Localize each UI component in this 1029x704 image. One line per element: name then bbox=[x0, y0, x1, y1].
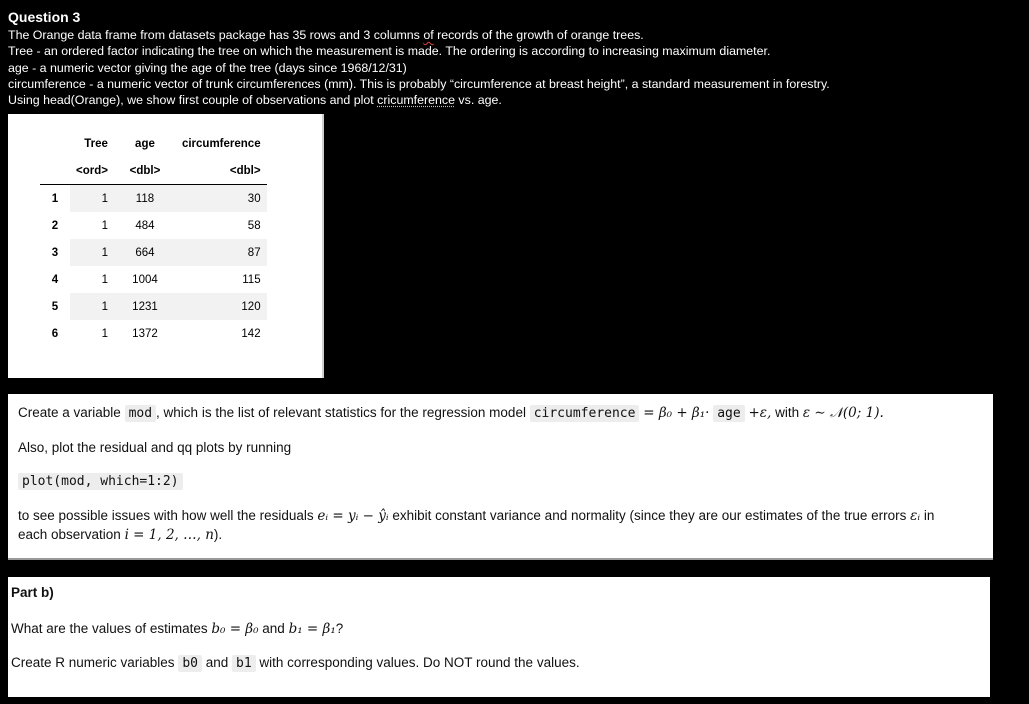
dataframe-output-panel bbox=[8, 114, 324, 378]
description-line-3: age - a numeric vector giving the age of the tree (days since 1968/12/31) bbox=[8, 60, 407, 75]
math-b1: b₁ = β₁ bbox=[288, 621, 336, 637]
instruction-line-1 bbox=[18, 405, 884, 421]
row-number: 4 bbox=[51, 273, 59, 286]
text: What are the values of estimates bbox=[11, 621, 212, 636]
row-number: 2 bbox=[51, 219, 59, 232]
math-model-2: +ε, bbox=[748, 405, 772, 421]
cell-tree: 1 bbox=[101, 327, 108, 340]
text: ). bbox=[213, 527, 223, 542]
code-b0: b0 bbox=[178, 655, 202, 672]
desc-1b: records of the growth of orange trees. bbox=[433, 28, 644, 42]
cell-age: 1231 bbox=[114, 293, 176, 320]
instruction-line-2: Also, plot the residual and qq plots by running bbox=[18, 440, 292, 455]
row-number: 1 bbox=[40, 185, 70, 213]
cell-circumference: 120 bbox=[176, 293, 267, 320]
corner-cell bbox=[40, 157, 70, 185]
text: each observation bbox=[18, 527, 125, 542]
cell-tree: 1 bbox=[70, 185, 114, 213]
table-row bbox=[40, 320, 267, 347]
code-circumference: circumference bbox=[530, 405, 640, 422]
text: with corresponding values. Do NOT round the values. bbox=[255, 655, 580, 670]
table-row bbox=[40, 185, 267, 213]
text: , which is the list of relevant statistics for the regression model bbox=[156, 405, 530, 420]
orange-dataframe-table bbox=[40, 130, 267, 347]
math-b0: b₀ = β₀ bbox=[211, 621, 259, 637]
cell-tree: 1 bbox=[101, 273, 108, 286]
text: with bbox=[771, 405, 803, 420]
col-type-age: <dbl> bbox=[114, 157, 176, 185]
corner-cell bbox=[40, 130, 70, 157]
code-block-line bbox=[18, 473, 183, 489]
spellcheck-word-of[interactable]: of bbox=[423, 28, 434, 42]
col-header-age: age bbox=[135, 137, 155, 150]
question-title: Question 3 bbox=[8, 9, 81, 25]
math-residual: eᵢ = yᵢ − ŷᵢ bbox=[317, 508, 389, 524]
cell-age: 1004 bbox=[132, 273, 158, 286]
text: and bbox=[201, 655, 233, 670]
row-number: 3 bbox=[40, 239, 70, 266]
math-error-dist: ε ∼ 𝒩(0; 1). bbox=[802, 405, 884, 421]
cell-age: 484 bbox=[135, 219, 155, 232]
text: exhibit constant variance and normality (since they are our estimates of the true errors bbox=[388, 508, 911, 523]
col-type-circumference: <dbl> bbox=[176, 157, 267, 185]
description-line-4: circumference - a numeric vector of trunk circumferences (mm). This is probably “circumference at breast height”, a standard measurement in forestry. bbox=[8, 76, 830, 91]
instruction-line-3 bbox=[18, 508, 934, 524]
part-b-instruction bbox=[11, 655, 580, 671]
table-row bbox=[40, 266, 267, 293]
table-row bbox=[40, 239, 267, 266]
desc-5a: Using head(Orange), we show first couple of observations and plot bbox=[8, 93, 378, 108]
cell-age: 1372 bbox=[132, 327, 158, 340]
row-number: 5 bbox=[40, 293, 70, 320]
text: in bbox=[920, 508, 935, 523]
cell-circumference: 115 bbox=[242, 273, 261, 286]
math-model-1: = β₀ + β₁· bbox=[643, 405, 710, 421]
part-b-title: Part b) bbox=[11, 585, 54, 600]
code-block-plot: plot(mod, which=1:2) bbox=[18, 473, 183, 490]
row-number: 6 bbox=[51, 327, 59, 340]
description-line-2: Tree - an ordered factor indicating the tree on which the measurement is made. The ordering is according to increasing maximum diameter. bbox=[8, 44, 771, 59]
cell-tree: 1 bbox=[70, 293, 114, 320]
table-row bbox=[40, 293, 267, 320]
spellcheck-word-cricumference[interactable]: cricumference bbox=[377, 93, 455, 108]
cell-tree: 1 bbox=[70, 239, 114, 266]
text: ? bbox=[335, 621, 344, 636]
code-b1: b1 bbox=[232, 655, 256, 672]
cell-tree: 1 bbox=[101, 219, 108, 232]
cell-circumference: 87 bbox=[176, 239, 267, 266]
col-header-circumference: circumference bbox=[181, 137, 261, 150]
col-header-tree: Tree bbox=[84, 137, 108, 150]
description-line-1 bbox=[8, 27, 1018, 43]
desc-1a: The Orange data frame from datasets package has 35 rows and 3 columns bbox=[8, 28, 424, 42]
part-b-question bbox=[11, 621, 343, 637]
part-b-panel bbox=[8, 577, 990, 697]
math-true-error: εᵢ bbox=[910, 508, 921, 524]
col-type-tree: <ord> bbox=[70, 157, 114, 185]
instruction-line-4 bbox=[18, 527, 222, 543]
text: Create a variable bbox=[18, 405, 125, 420]
table-type-row bbox=[40, 157, 267, 185]
desc-5b: vs. age. bbox=[454, 93, 502, 108]
table-header-row bbox=[40, 130, 267, 157]
code-mod: mod bbox=[125, 405, 156, 422]
cell-circumference: 30 bbox=[176, 185, 267, 213]
description-line-5 bbox=[8, 92, 1018, 108]
cell-circumference: 58 bbox=[247, 219, 261, 232]
text: Create R numeric variables bbox=[11, 655, 179, 670]
cell-age: 118 bbox=[114, 185, 176, 213]
table-row bbox=[40, 212, 267, 239]
text: and bbox=[258, 621, 289, 636]
cell-circumference: 142 bbox=[241, 327, 261, 340]
code-age: age bbox=[713, 405, 744, 422]
instructions-panel bbox=[8, 394, 993, 560]
question-header bbox=[8, 8, 1018, 108]
cell-age: 664 bbox=[114, 239, 176, 266]
math-index: i = 1, 2, …, n bbox=[124, 527, 214, 543]
text: to see possible issues with how well the residuals bbox=[18, 508, 318, 523]
